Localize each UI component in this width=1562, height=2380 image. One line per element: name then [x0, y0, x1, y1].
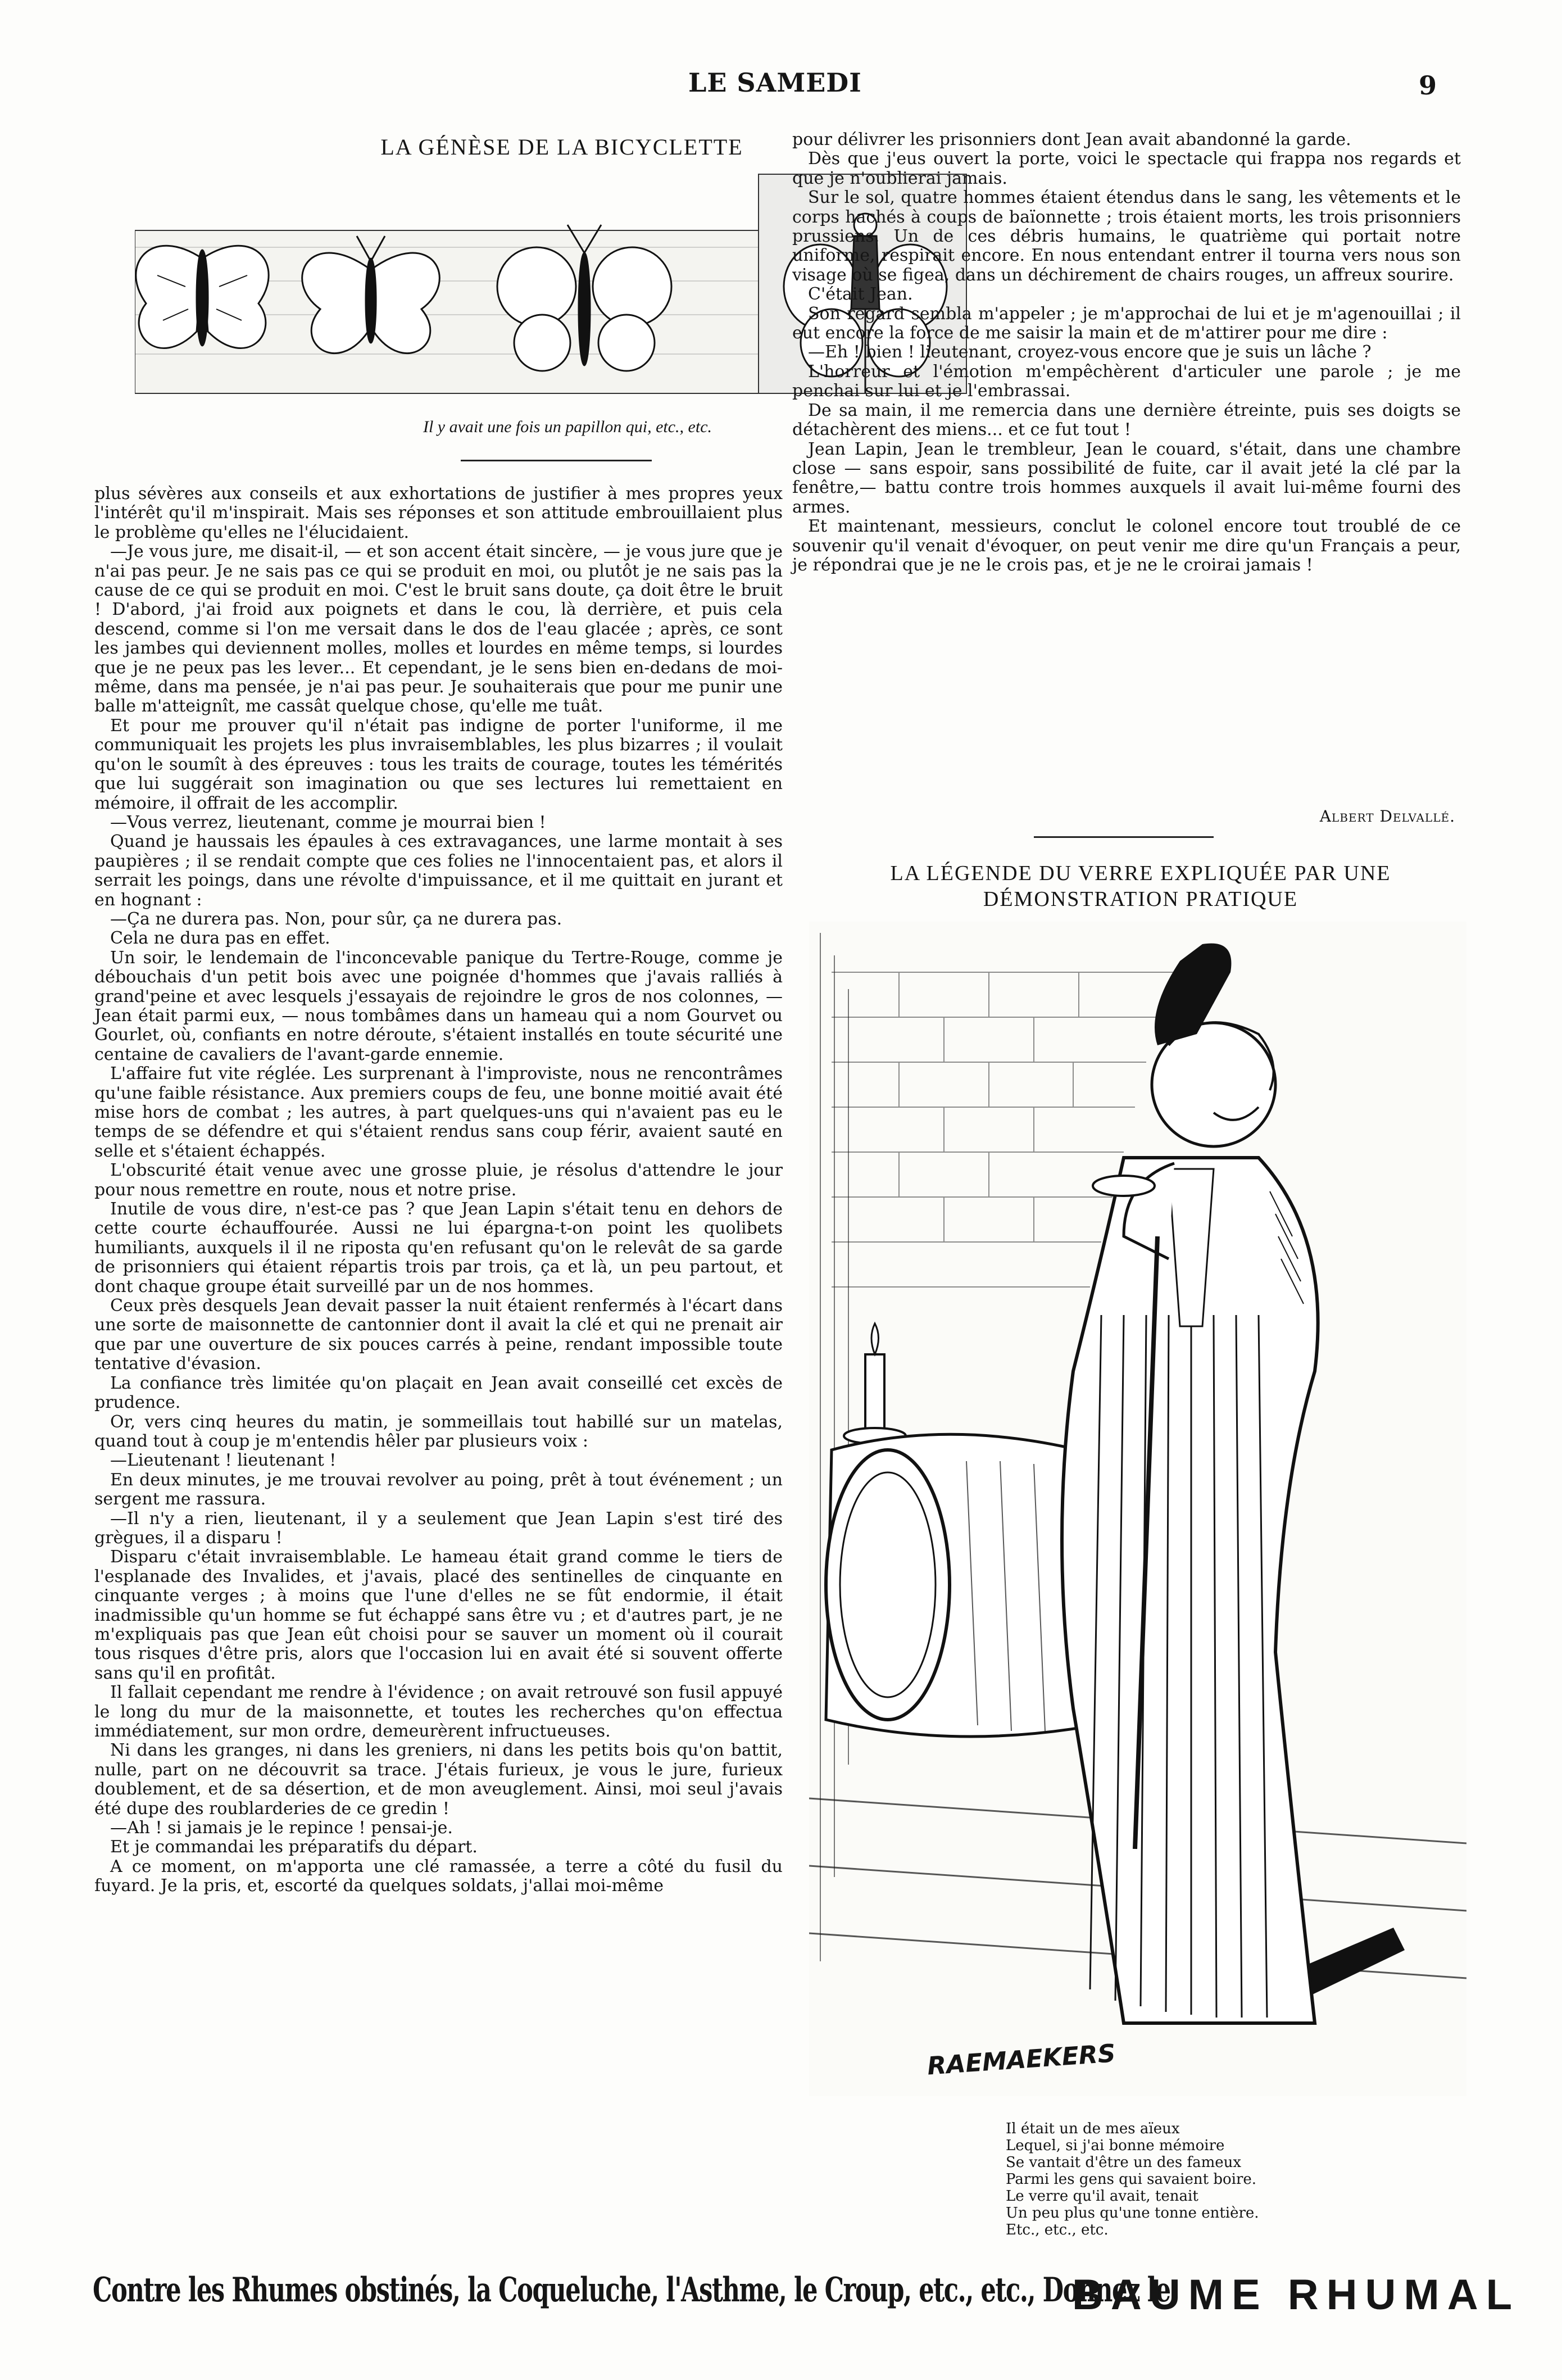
poem-line: Le verre qu'il avait, tenait: [1006, 2188, 1198, 2205]
poem-line: Il était un de mes aïeux: [1006, 2120, 1180, 2137]
author-signature: Albert Delvallé.: [1319, 807, 1455, 826]
article-paragraph: Disparu c'était invraisemblable. Le hameau était grand comme le tiers de l'esplanade des Invalides, et j'avais, placé des sentinelles de cinquante en cinquante verges ; à moins que l'une d'elles ne se fût endormie, il était inadmissible qu'un homme se fut échappé sans être vu ; et d'autres part, je ne m'expliquais pas que Jean eût choisi pour se sauver un moment où il courait tous risques d'être pris, alors que l'occasion lui en avait été si souvent offerte sans qu'il en profitât.: [94, 1547, 783, 1683]
newspaper-title: LE SAMEDI: [688, 67, 862, 98]
wine-glass-cartoon-illustration: [809, 922, 1466, 2096]
cartoon-heading-line2: DÉMONSTRATION PRATIQUE: [983, 887, 1298, 911]
article-paragraph: plus sévères aux conseils et aux exhortations de justifier à mes propres yeux l'intérêt qu'il m'inspirait. Mais ses réponses et son attitude embrouillaient plus le problème qu'elles ne l'élucidaient.: [94, 484, 783, 542]
article-paragraph: De sa main, il me remercia dans une dernière étreinte, puis ses doigts se détachèrent des miens... et ce fut tout !: [792, 400, 1461, 440]
article-paragraph: Dès que j'eus ouvert la porte, voici le spectacle qui frappa nos regards et que je n'oublierai jamais.: [792, 149, 1461, 188]
article-paragraph: —Eh ! bien ! lieutenant, croyez-vous encore que je suis un lâche ?: [808, 342, 1372, 362]
article-paragraph: pour délivrer les prisonniers dont Jean avait abandonné la garde.: [792, 130, 1351, 149]
article-paragraph: L'obscurité était venue avec une grosse pluie, je résolus d'attendre le jour pour nous remettre en route, nous et notre prise.: [94, 1160, 783, 1200]
article-paragraph: Inutile de vous dire, n'est-ce pas ? que Jean Lapin s'était tenu en dehors de cette courte échauffourée. Aussi ne lui épargna-t-on point les quolibets humiliants, auxquels il il ne riposta qu'en refusant qu'on le relevât de sa garde de prisonniers qui étaient répartis trois par trois, ça et là, un peu partout, et dont chaque groupe était surveillé par un de nos hommes.: [94, 1199, 783, 1296]
article-paragraph: Et pour me prouver qu'il n'était pas indigne de porter l'uniforme, il me communiquait les projets les plus invraisemblables, les plus bizarres ; il voulait qu'on le soumît à des épreuves : tous les traits de courage, toutes les témérités que lui suggérait son imagination ou que ses lectures lui remettaient en mémoire, il offrait de les accomplir.: [94, 715, 783, 813]
article-paragraph: L'affaire fut vite réglée. Les surprenant à l'improviste, nous ne rencontrâmes qu'une faible résistance. Aux premiers coups de feu, une bonne moitié avait été mise hors de combat ; les autres, à part quelques-uns qui n'avaient pas eu le temps de se défendre et qui s'étaient rendus sans coup férir, avaient sauté en selle et s'étaient échappés.: [94, 1064, 783, 1161]
poem-line: Parmi les gens qui savaient boire.: [1006, 2171, 1257, 2188]
cartoon-heading-line1: LA LÉGENDE DU VERRE EXPLIQUÉE PAR UNE: [890, 862, 1391, 885]
cartoon-poem: [1006, 2120, 1399, 2238]
article-paragraph: A ce moment, on m'apporta une clé ramassée, a terre a côté du fusil du fuyard. Je la pris, et, escorté da quelques soldats, j'allai moi-même: [94, 1856, 783, 1896]
article-paragraph: Ceux près desquels Jean devait passer la nuit étaient renfermés à l'écart dans une sorte de maisonnette de cantonnier dont il avait la clé et qui ne prenait air que par une ouverture de six pouces carrés à peine, rendant impossible toute tentative d'évasion.: [94, 1296, 783, 1374]
poem-line: Se vantait d'être un des fameux: [1006, 2154, 1242, 2171]
article-paragraph: Jean Lapin, Jean le trembleur, Jean le couard, s'était, dans une chambre close — sans espoir, sans possibilité de fuite, car il avait jeté la clé par la fenêtre,— battu contre trois hommes auxquels il avait lui-même fourni des armes.: [792, 439, 1461, 517]
section-divider: [1034, 836, 1214, 838]
article-paragraph: —Il n'y a rien, lieutenant, il y a seulement que Jean Lapin s'est tiré des grègues, il a disparu !: [94, 1508, 783, 1548]
article-left-column: [94, 484, 783, 1896]
advertisement-text: Contre les Rhumes obstinés, la Coqueluche, l'Asthme, le Croup, etc., etc., Donnez le: [93, 2270, 1170, 2310]
article-paragraph: La confiance très limitée qu'on plaçait en Jean avait conseillé cet excès de prudence.: [94, 1373, 783, 1413]
article-paragraph: —Je vous jure, me disait-il, — et son accent était sincère, — je vous jure que je n'ai pas peur. Je ne sais pas ce qui se produit en moi, ou plutôt je ne sais pas la cause de ce qui se produit en moi. C'est le bruit sans doute, ça doit être le bruit ! D'abord, j'ai froid aux poignets et dans le cou, là derrière, et puis cela descend, comme si l'on me versait dans le dos de l'eau glacée ; après, ce sont les jambes qui deviennent molles, molles et lourdes en même temps, si lourdes que je ne peux pas les lever... Et cependant, je le sens bien en-dedans de moi-même, dans ma pensée, je n'ai pas peur. Je souhaiterais que pour me punir une balle m'atteignît, me cassât quelque chose, qu'elle me tuât.: [94, 542, 783, 717]
article-paragraph: Cela ne dura pas en effet.: [110, 928, 330, 949]
article-paragraph: Et maintenant, messieurs, conclut le colonel encore tout troublé de ce souvenir qu'il venait d'évoquer, on peut venir me dire qu'un Français a peur, je répondrai que je ne le crois pas, et je ne le croirai jamais !: [792, 516, 1461, 575]
caption-divider: [461, 460, 652, 461]
article-paragraph: Un soir, le lendemain de l'inconcevable panique du Tertre-Rouge, comme je débouchais d'un petit bois avec une poignée d'hommes que j'avais ralliés à grand'peine et avec lesquels j'essayais de rejoindre le gros de nos colonnes, — Jean était parmi eux, — nous tombâmes dans un hameau qui a nom Gourvet ou Gourlet, où, confiants en notre déroute, s'étaient installés en toute sécurité une centaine de cavaliers de l'avant-garde ennemie.: [94, 948, 783, 1064]
top-article-heading: LA GÉNÈSE DE LA BICYCLETTE: [380, 134, 743, 160]
poem-line: Etc., etc., etc.: [1006, 2222, 1109, 2238]
poem-line: Lequel, si j'ai bonne mémoire: [1006, 2137, 1225, 2154]
article-paragraph: Or, vers cinq heures du matin, je sommeillais tout habillé sur un matelas, quand tout à coup je m'entendis hêler par plusieurs voix :: [94, 1412, 783, 1451]
article-paragraph: C'était Jean.: [808, 284, 913, 305]
article-paragraph: En deux minutes, je me trouvai revolver au poing, prêt à tout événement ; un sergent me rassura.: [94, 1470, 783, 1509]
article-paragraph: Ni dans les granges, ni dans les greniers, ni dans les petits bois qu'on battit, nulle, part on ne découvrit sa trace. J'étais furieux, je vous le jure, furieux doublement, et de sa désertion, et de mon aveuglement. Ainsi, moi seul j'avais été dupe des roublarderies de ce gredin !: [94, 1740, 783, 1819]
article-paragraph: —Ça ne durera pas. Non, pour sûr, ça ne durera pas.: [110, 909, 562, 929]
article-paragraph: Et je commandai les préparatifs du départ.: [110, 1837, 478, 1857]
article-paragraph: Sur le sol, quatre hommes étaient étendus dans le sang, les vêtements et le corps hachés à coups de baïonnette ; trois étaient morts, les trois prisonniers prussiens. Un de ces débris humains, le quatrième qui portait notre uniforme, respirait encore. En nous entendant entrer il tourna vers nous son visage où se figea, dans un déchirement de chairs rouges, un affreux sourire.: [792, 188, 1461, 285]
page-number: 9: [1419, 70, 1437, 101]
article-paragraph: Son regard sembla m'appeler ; je m'approchai de lui et je m'agenouillai ; il eut encore la force de me saisir la main et de m'attirer pour me dire :: [792, 303, 1461, 343]
advertisement-brand: BAUME RHUMAL: [1072, 2271, 1520, 2319]
article-paragraph: —Vous verrez, lieutenant, comme je mourrai bien !: [110, 812, 546, 832]
article-paragraph: Il fallait cependant me rendre à l'évidence ; on avait retrouvé son fusil appuyé le long du mur de la maisonnette, et toutes les recherches qu'on effectua immédiatement, sur mon ordre, demeurèrent infructueuses.: [94, 1683, 783, 1741]
article-paragraph: Quand je haussais les épaules à ces extravagances, une larme montait à ses paupières ; il se rendait compte que ces folies ne l'innocentaient pas, et alors il serrait les poings, dans une révolte d'impuissance, et il me quittait en jurant et en hognant :: [94, 832, 783, 910]
poem-line: Un peu plus qu'une tonne entière.: [1006, 2205, 1259, 2222]
article-paragraph: —Ah ! si jamais je le repince ! pensai-je.: [110, 1818, 453, 1838]
article-paragraph: —Lieutenant ! lieutenant !: [110, 1450, 337, 1471]
illustration-caption: Il y avait une fois un papillon qui, etc., etc.: [423, 418, 712, 436]
artist-signature: RAEMAEKERS: [926, 2039, 1116, 2081]
article-paragraph: L'horreur et l'émotion m'empêchèrent d'articuler une parole ; je me penchai sur lui et je l'embrassai.: [792, 361, 1461, 401]
article-right-column: [792, 130, 1461, 575]
